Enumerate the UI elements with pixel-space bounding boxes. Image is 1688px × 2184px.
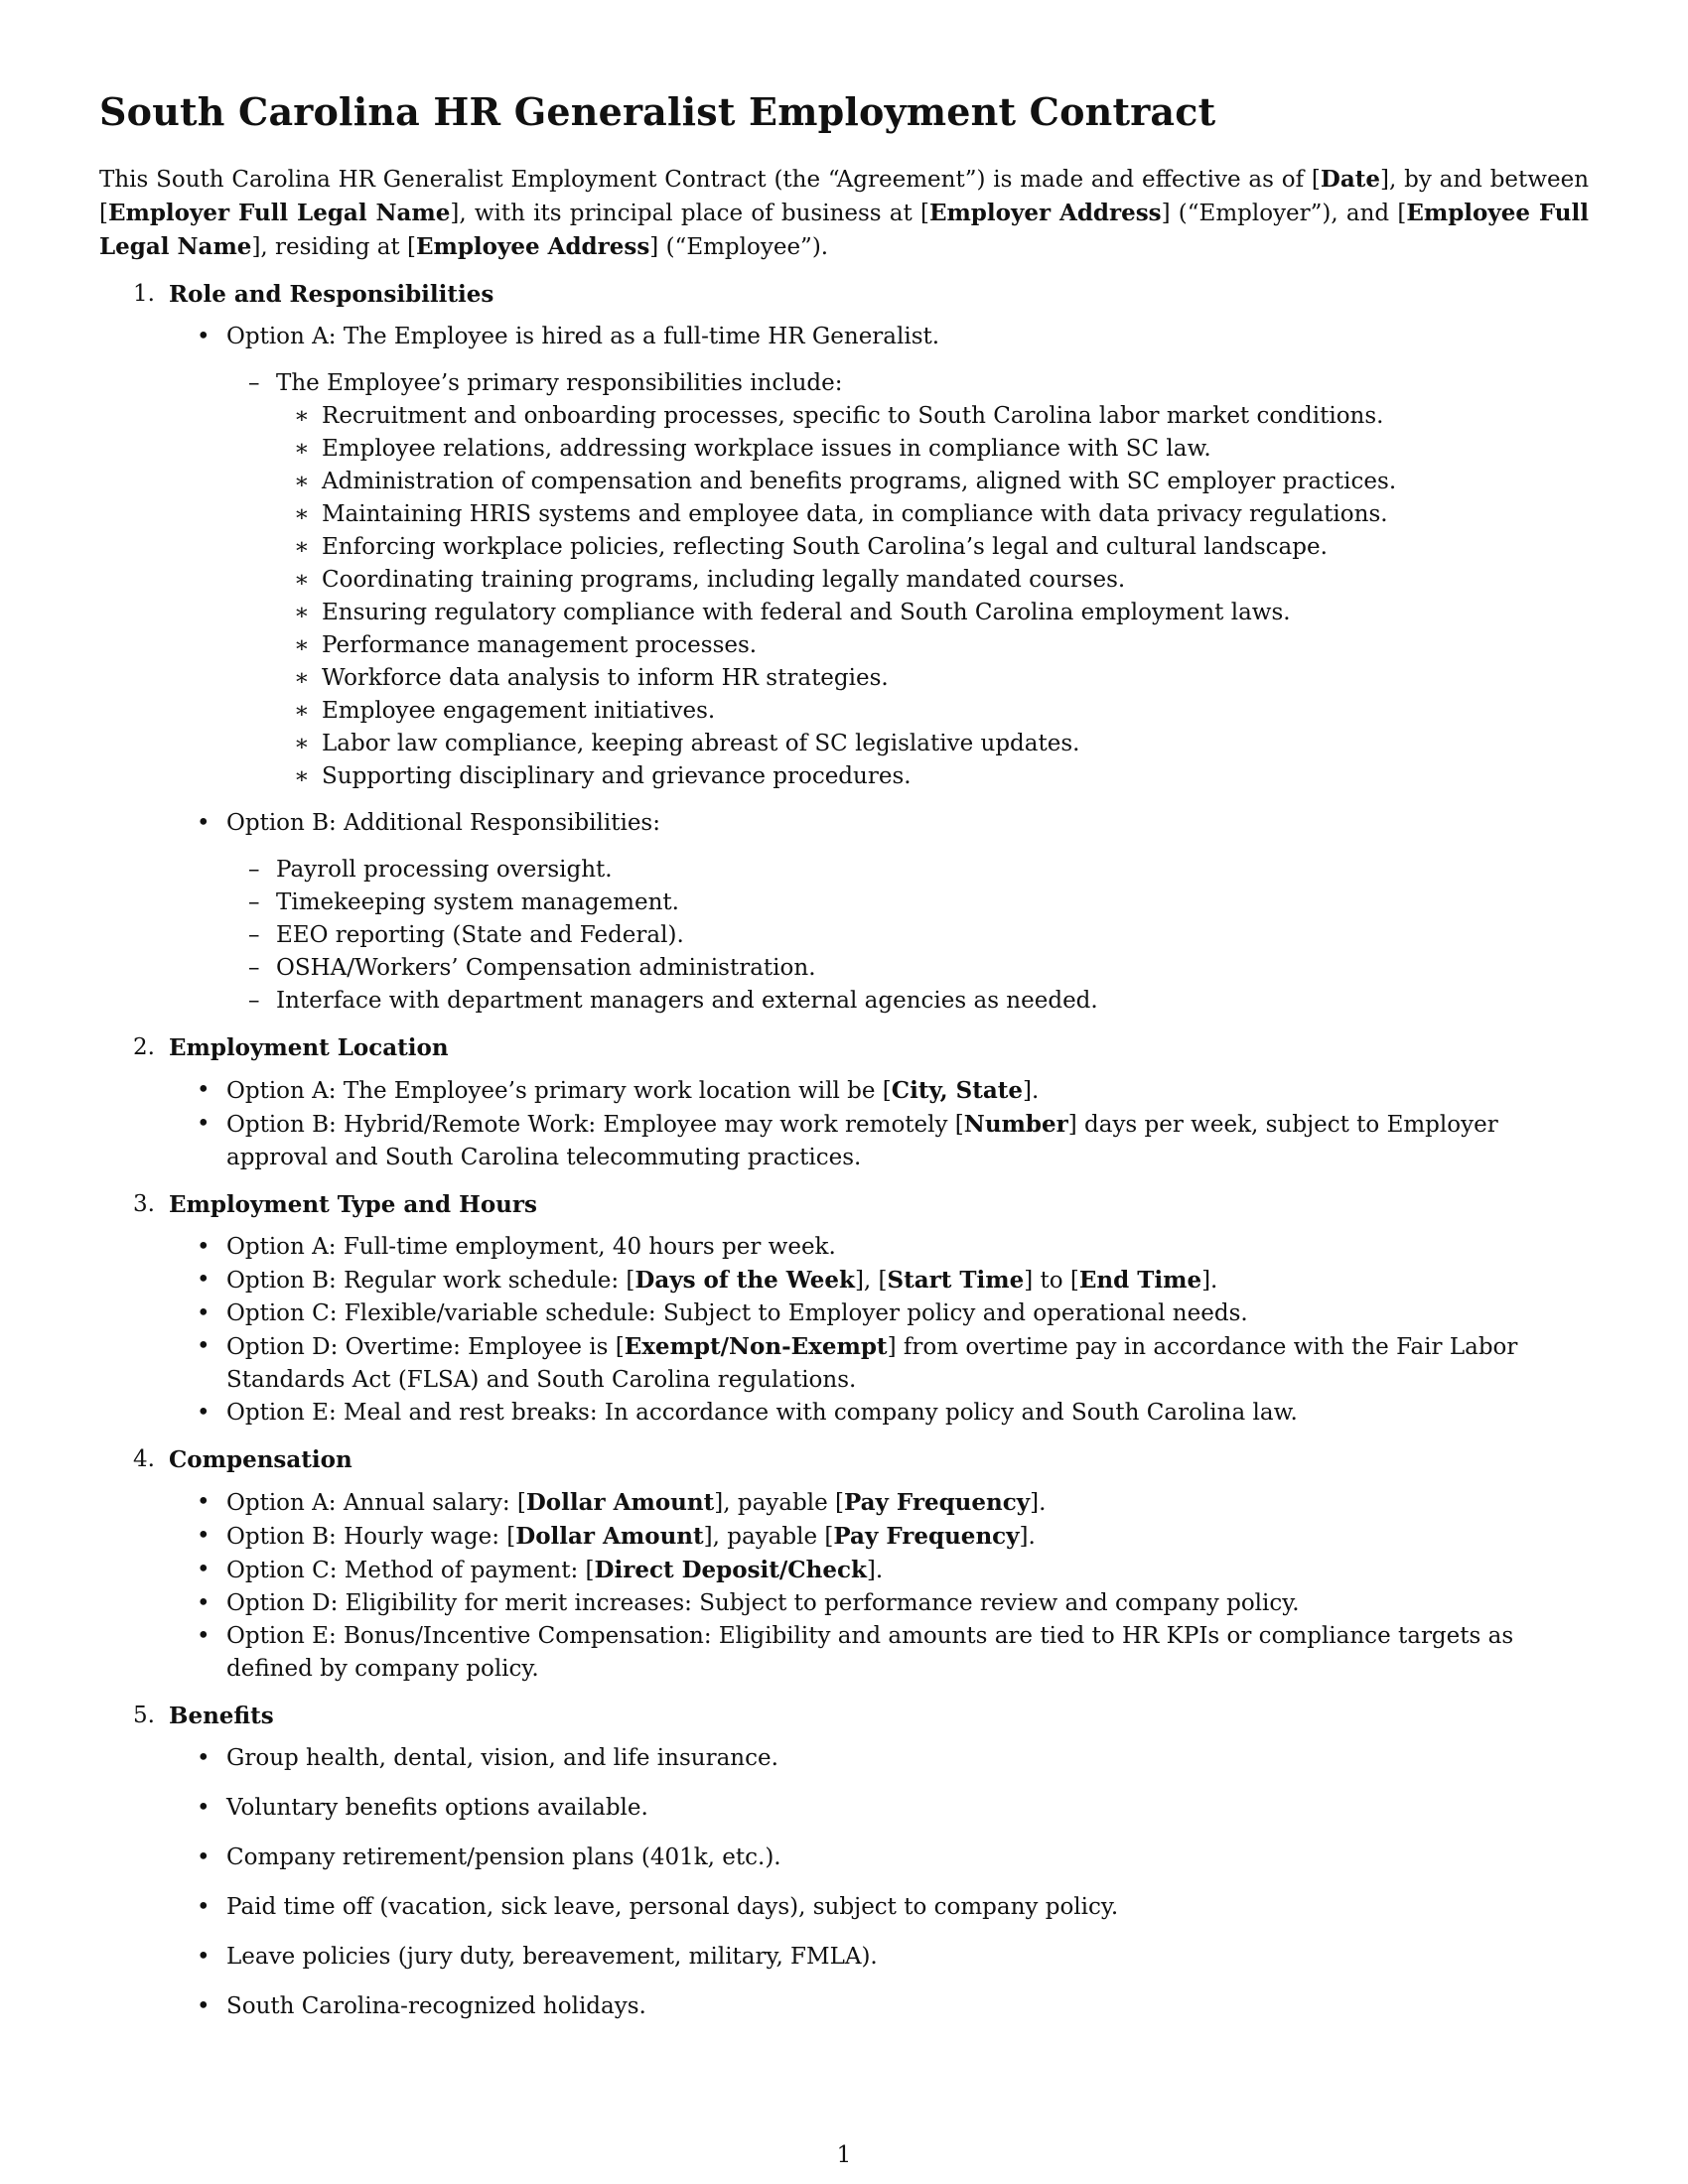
section-number: 3. bbox=[133, 1191, 155, 1217]
section-role-responsibilities bbox=[99, 278, 1589, 1018]
placeholder-end-time: End Time bbox=[1078, 1267, 1202, 1294]
additional-item: – Payroll processing oversight. bbox=[226, 854, 1589, 887]
section-title: Benefits bbox=[169, 1703, 274, 1729]
list-item: • Option A: Full-time employment, 40 hours per week. bbox=[169, 1231, 1589, 1264]
placeholder-pay-frequency: Pay Frequency bbox=[833, 1523, 1020, 1550]
list-item: • Option D: Eligibility for merit increases: Subject to performance review and company policy. bbox=[169, 1587, 1589, 1620]
sub-list bbox=[226, 367, 1589, 793]
duty-item: ∗ Enforcing workplace policies, reflecting South Carolina’s legal and cultural landscape. bbox=[276, 531, 1589, 564]
list-item bbox=[169, 321, 1589, 793]
section-compensation bbox=[99, 1443, 1589, 1686]
intro-paragraph bbox=[99, 163, 1589, 264]
benefit-item: • South Carolina-recognized holidays. bbox=[169, 1990, 1589, 2023]
section-number: 1. bbox=[133, 281, 155, 307]
placeholder-employer-address: Employer Address bbox=[928, 200, 1162, 226]
benefit-item: • Paid time off (vacation, sick leave, personal days), subject to company policy. bbox=[169, 1891, 1589, 1924]
benefits-list bbox=[169, 1742, 1589, 2023]
duty-item: ∗ Performance management processes. bbox=[276, 629, 1589, 662]
option-text: Option B: Regular work schedule: [ bbox=[226, 1268, 635, 1294]
benefit-item: • Voluntary benefits options available. bbox=[169, 1792, 1589, 1825]
duty-item: ∗ Coordinating training programs, including legally mandated courses. bbox=[276, 564, 1589, 597]
option-text: Option B: Hourly wage: [ bbox=[226, 1524, 516, 1550]
placeholder-dollar-amount: Dollar Amount bbox=[515, 1523, 704, 1550]
document-body bbox=[99, 87, 1589, 2040]
option-list bbox=[169, 321, 1589, 1018]
page-number: 1 bbox=[836, 2142, 852, 2168]
list-item: • Option E: Meal and rest breaks: In accordance with company policy and South Carolina law. bbox=[169, 1397, 1589, 1430]
list-item: • Option E: Bonus/Incentive Compensation: Eligibility and amounts are tied to HR KPIs or compliance targets as defined by company policy. bbox=[169, 1620, 1589, 1686]
benefit-item: • Company retirement/pension plans (401k, etc.). bbox=[169, 1842, 1589, 1874]
list-item bbox=[169, 1486, 1589, 1520]
option-text: Option B: Hybrid/Remote Work: Employee may work remotely [ bbox=[226, 1112, 964, 1138]
option-list bbox=[169, 1231, 1589, 1430]
section-title: Employment Type and Hours bbox=[169, 1191, 537, 1218]
duty-item: ∗ Labor law compliance, keeping abreast of SC legislative updates. bbox=[276, 728, 1589, 760]
option-text: ], [ bbox=[854, 1268, 888, 1294]
duty-item: ∗ Workforce data analysis to inform HR strategies. bbox=[276, 662, 1589, 695]
page-title: South Carolina HR Generalist Employment Contract bbox=[99, 89, 1216, 134]
list-item bbox=[169, 1554, 1589, 1587]
option-text: ] days per week, subject to Employer approval and South Carolina telecommuting practices. bbox=[226, 1112, 1498, 1170]
duties-list bbox=[276, 400, 1589, 793]
placeholder-employee-address: Employee Address bbox=[415, 233, 650, 260]
duty-item: ∗ Recruitment and onboarding processes, specific to South Carolina labor market conditions. bbox=[276, 400, 1589, 433]
option-text: ], payable [ bbox=[714, 1490, 844, 1516]
placeholder-dollar-amount: Dollar Amount bbox=[525, 1489, 715, 1516]
list-item bbox=[169, 1264, 1589, 1297]
placeholder-employee-name: Employee Full Legal Name bbox=[99, 200, 1589, 260]
section-number: 5. bbox=[133, 1703, 155, 1728]
section-number: 4. bbox=[133, 1446, 155, 1472]
option-text: ] from overtime pay in accordance with the Fair Labor Standards Act (FLSA) and South Carolina regulations. bbox=[226, 1334, 1518, 1393]
placeholder-days: Days of the Week bbox=[634, 1267, 855, 1294]
option-text: ]. bbox=[1030, 1490, 1047, 1516]
duty-item: ∗ Maintaining HRIS systems and employee data, in compliance with data privacy regulations. bbox=[276, 498, 1589, 531]
primary-responsibilities-label: The Employee’s primary responsibilities include: bbox=[276, 370, 843, 396]
duty-item: ∗ Employee relations, addressing workplace issues in compliance with SC law. bbox=[276, 433, 1589, 466]
list-item bbox=[169, 1074, 1589, 1108]
option-text: ], payable [ bbox=[703, 1524, 834, 1550]
section-employment-type-hours bbox=[99, 1188, 1589, 1430]
list-item bbox=[169, 1520, 1589, 1554]
section-number: 2. bbox=[133, 1034, 155, 1060]
option-text: ]. bbox=[1201, 1268, 1218, 1294]
placeholder-exempt-status: Exempt/Non-Exempt bbox=[624, 1333, 888, 1360]
placeholder-start-time: Start Time bbox=[887, 1267, 1025, 1294]
duty-item: ∗ Supporting disciplinary and grievance procedures. bbox=[276, 760, 1589, 793]
placeholder-number: Number bbox=[963, 1111, 1068, 1138]
duty-item: ∗ Ensuring regulatory compliance with federal and South Carolina employment laws. bbox=[276, 597, 1589, 629]
option-a-text: Option A: The Employee is hired as a full-time HR Generalist. bbox=[226, 324, 940, 349]
option-text: ]. bbox=[866, 1558, 884, 1583]
list-item bbox=[169, 807, 1589, 1018]
placeholder-employer-name: Employer Full Legal Name bbox=[107, 200, 451, 226]
intro-text: ], by and between [ bbox=[99, 167, 1590, 226]
section-title: Role and Responsibilities bbox=[169, 281, 494, 308]
additional-item: – EEO reporting (State and Federal). bbox=[226, 919, 1589, 952]
option-text: ] to [ bbox=[1024, 1268, 1079, 1294]
list-item bbox=[169, 1330, 1589, 1397]
placeholder-pay-frequency: Pay Frequency bbox=[843, 1489, 1031, 1516]
option-text: Option A: The Employee’s primary work location will be [ bbox=[226, 1078, 892, 1104]
duty-item: ∗ Employee engagement initiatives. bbox=[276, 695, 1589, 728]
additional-item: – Timekeeping system management. bbox=[226, 887, 1589, 919]
option-text: Option A: Annual salary: [ bbox=[226, 1490, 526, 1516]
intro-text: This South Carolina HR Generalist Employment Contract (the “Agreement”) is made and effective as of [ bbox=[99, 167, 1321, 193]
option-text: Option D: Overtime: Employee is [ bbox=[226, 1334, 625, 1360]
section-title: Compensation bbox=[169, 1446, 352, 1473]
intro-text: ] (“Employee”). bbox=[649, 234, 829, 260]
option-list bbox=[169, 1486, 1589, 1686]
option-b-text: Option B: Additional Responsibilities: bbox=[226, 810, 660, 836]
benefit-item: • Leave policies (jury duty, bereavement, military, FMLA). bbox=[169, 1941, 1589, 1974]
placeholder-date: Date bbox=[1320, 166, 1381, 193]
intro-text: ] (“Employer”), and [ bbox=[1161, 201, 1407, 226]
option-text: ]. bbox=[1019, 1524, 1036, 1550]
section-benefits bbox=[99, 1700, 1589, 2023]
additional-item: – Interface with department managers and external agencies as needed. bbox=[226, 985, 1589, 1018]
intro-text: ], residing at [ bbox=[251, 234, 416, 260]
option-text: ]. bbox=[1023, 1078, 1040, 1104]
duty-item: ∗ Administration of compensation and benefits programs, aligned with SC employer practices. bbox=[276, 466, 1589, 498]
intro-text: ], with its principal place of business at [ bbox=[450, 201, 929, 226]
placeholder-payment-method: Direct Deposit/Check bbox=[594, 1557, 867, 1583]
option-list bbox=[169, 1074, 1589, 1174]
placeholder-city-state: City, State bbox=[891, 1077, 1024, 1104]
list-item: • Option C: Flexible/variable schedule: Subject to Employer policy and operational needs. bbox=[169, 1297, 1589, 1330]
section-title: Employment Location bbox=[169, 1034, 449, 1061]
sub-list bbox=[226, 854, 1589, 1018]
list-item bbox=[226, 367, 1589, 793]
section-employment-location bbox=[99, 1031, 1589, 1174]
benefit-item: • Group health, dental, vision, and life insurance. bbox=[169, 1742, 1589, 1775]
list-item bbox=[169, 1108, 1589, 1174]
additional-item: – OSHA/Workers’ Compensation administration. bbox=[226, 952, 1589, 985]
option-text: Option C: Method of payment: [ bbox=[226, 1558, 595, 1583]
